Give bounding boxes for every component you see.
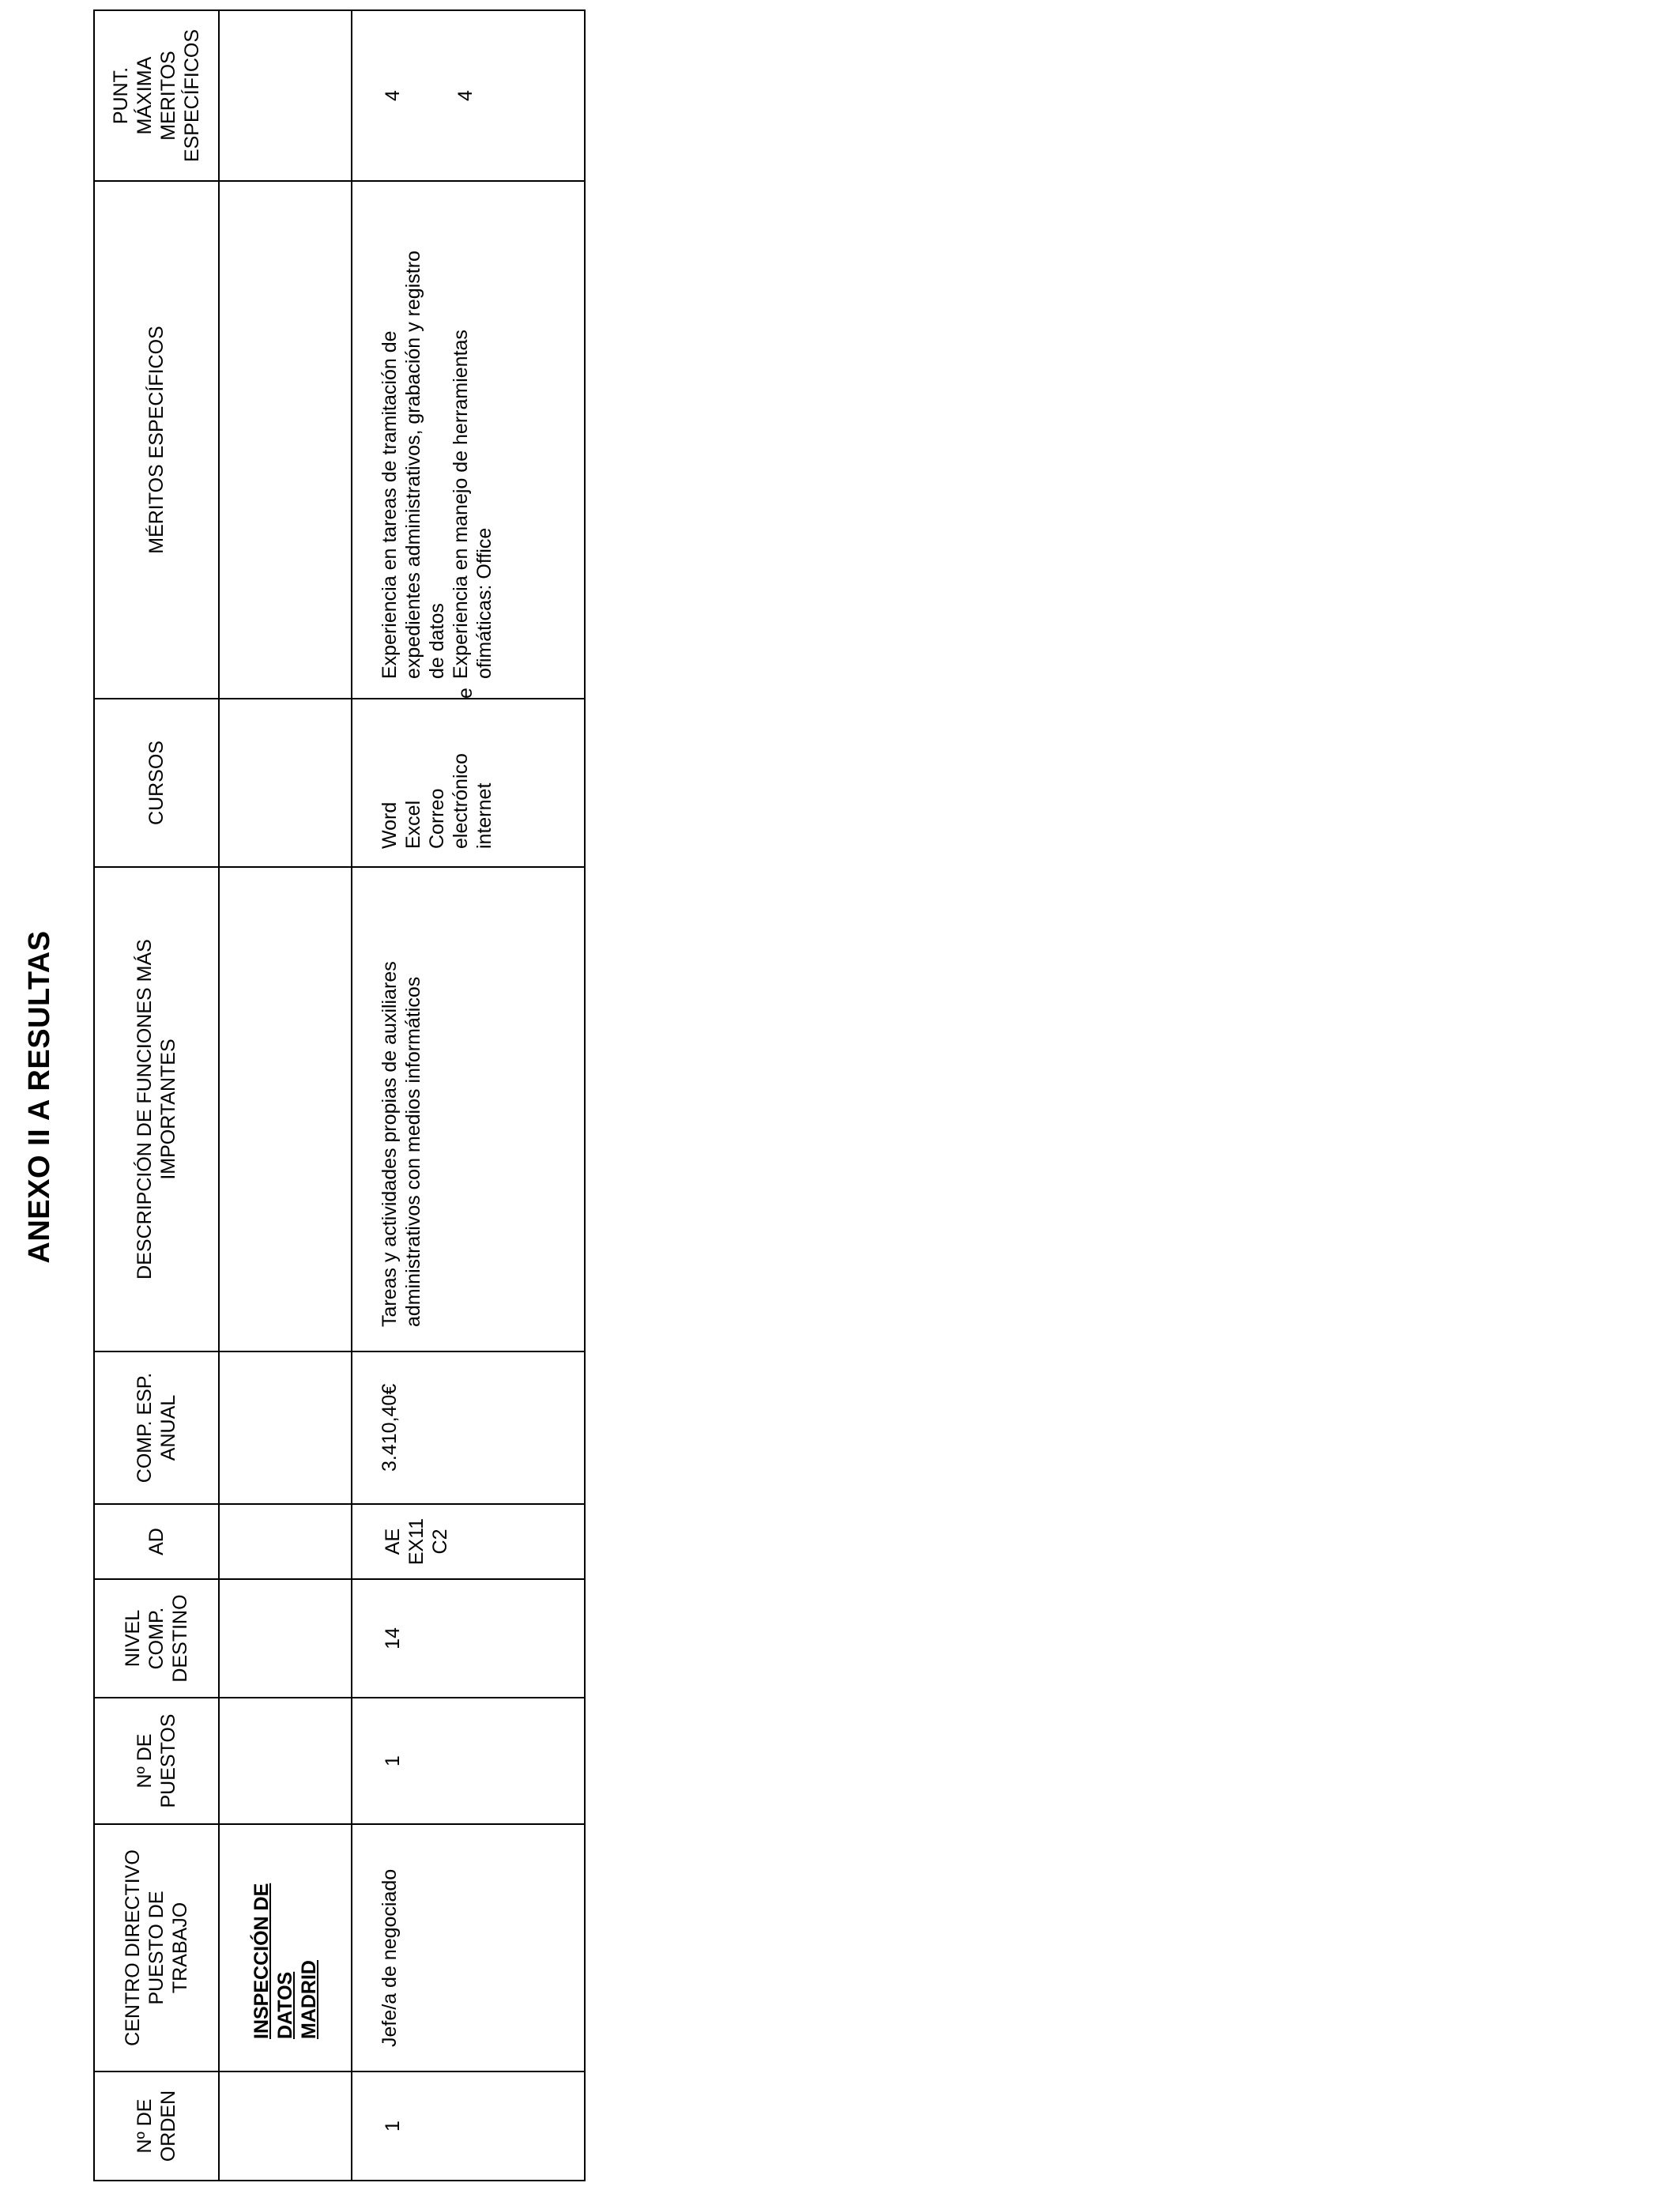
empty-cell: [219, 1579, 352, 1698]
empty-cell: [219, 699, 352, 867]
centro-orden-cell: [219, 2071, 352, 2181]
merito-item: Experiencia en tareas de tramitación de expedientes administrativos, grabación y registro de datos: [379, 251, 448, 679]
centro-directivo-cell: INSPECCIÓN DE DATOS MADRID: [219, 1824, 352, 2071]
centro-directivo-name: INSPECCIÓN DE: [250, 1883, 273, 2039]
empty-cell: [219, 1351, 352, 1504]
empty-cell: [219, 1698, 352, 1824]
ad-cell: AE EX11 C2: [352, 1504, 585, 1579]
header-cursos: CURSOS: [94, 699, 219, 867]
merito-item: Experiencia en manejo de herramientas ofimáticas: Office: [450, 330, 495, 679]
puntuacion-cell: 4 4: [352, 10, 585, 181]
header-nivel: NIVEL COMP. DESTINO: [94, 1579, 219, 1698]
nivel-cell: 14: [352, 1579, 585, 1698]
descripcion-cell: Tareas y actividades propias de auxiliares administrativos con medios informáticos: [352, 867, 585, 1351]
header-ad: AD: [94, 1504, 219, 1579]
meritos-cell: [352, 181, 585, 699]
cursos-list: Word Excel Correo electrónico internet: [379, 753, 495, 849]
table-row: [352, 10, 585, 2181]
header-orden: Nº DE ORDEN: [94, 2071, 219, 2181]
anexo-table: [93, 9, 586, 2181]
header-comp: COMP. ESP. ANUAL: [94, 1351, 219, 1504]
header-puntuacion: PUNT. MÁXIMA MERITOS ESPECÍFICOS: [94, 10, 219, 181]
cursos-cell: [352, 699, 585, 867]
centro-row: [219, 10, 352, 2181]
header-row: [94, 10, 219, 2181]
empty-cell: [219, 10, 352, 181]
empty-cell: [219, 1504, 352, 1579]
puesto-cell: Jefe/a de negociado: [352, 1824, 585, 2071]
comp-cell: 3.410,40€: [352, 1351, 585, 1504]
header-centro: CENTRO DIRECTIVO PUESTO DE TRABAJO: [94, 1824, 219, 2071]
empty-cell: [219, 867, 352, 1351]
header-puestos: Nº DE PUESTOS: [94, 1698, 219, 1824]
header-meritos: MÉRITOS ESPECÍFICOS: [94, 181, 219, 699]
orden-cell: 1: [352, 2071, 585, 2181]
cursos-extra-letter: e: [454, 688, 477, 699]
puestos-cell: 1: [352, 1698, 585, 1824]
empty-cell: [219, 181, 352, 699]
document-title: ANEXO II A RESULTAS: [23, 930, 56, 1264]
header-descripcion: DESCRIPCIÓN DE FUNCIONES MÁS IMPORTANTES: [94, 867, 219, 1351]
